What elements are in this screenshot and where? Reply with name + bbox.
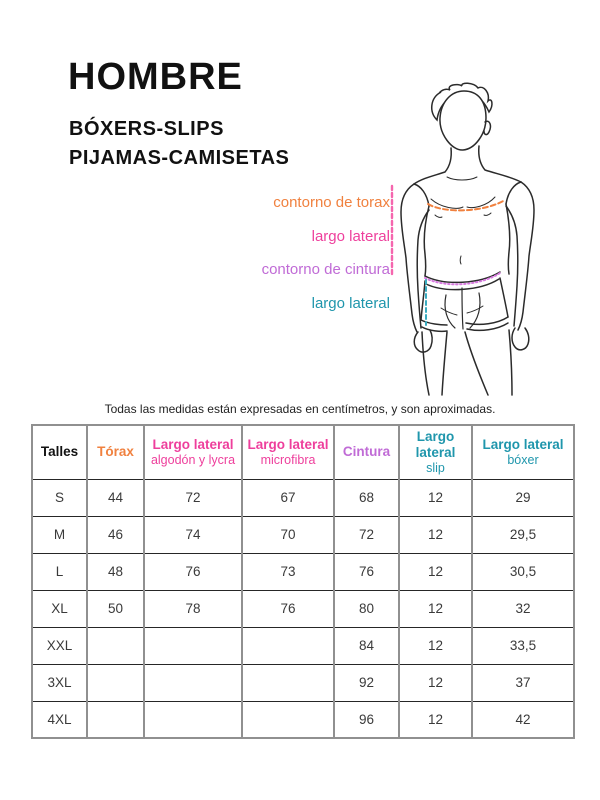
col-header-torax: Tórax [87, 425, 144, 479]
col-header-cintura: Cintura [334, 425, 399, 479]
label-largo-lateral-torso: largo lateral [311, 228, 390, 245]
measure-cell: 73 [242, 553, 334, 590]
measure-cell: 84 [334, 627, 399, 664]
measure-cell: 29 [472, 479, 574, 516]
subtitle-pijamas-camisetas: PIJAMAS-CAMISETAS [69, 147, 290, 169]
measure-cell [242, 664, 334, 701]
measure-cell [242, 701, 334, 738]
measure-cell: 37 [472, 664, 574, 701]
measure-cell [144, 664, 242, 701]
measure-cell: 12 [399, 627, 472, 664]
size-cell: 3XL [32, 664, 87, 701]
page-title: HOMBRE [68, 56, 243, 98]
measure-cell: 74 [144, 516, 242, 553]
measure-cell: 12 [399, 701, 472, 738]
measure-cell: 32 [472, 590, 574, 627]
col-header-largo-slip: Largo lateral slip [399, 425, 472, 479]
label-contorno-de-cintura: contorno de cintura [261, 261, 390, 278]
torax-measure-line [428, 200, 505, 210]
size-cell: L [32, 553, 87, 590]
measure-cell: 46 [87, 516, 144, 553]
measure-cell: 33,5 [472, 627, 574, 664]
col-header-largo-microfibra: Largo lateral microfibra [242, 425, 334, 479]
measure-cell: 96 [334, 701, 399, 738]
label-largo-lateral-boxer: largo lateral [311, 295, 390, 312]
measure-cell: 42 [472, 701, 574, 738]
measure-cell [87, 664, 144, 701]
measure-cell: 78 [144, 590, 242, 627]
table-row-xxl [32, 627, 574, 664]
table-row-4xl [32, 701, 574, 738]
measure-cell: 76 [144, 553, 242, 590]
measure-cell: 30,5 [472, 553, 574, 590]
measure-cell: 67 [242, 479, 334, 516]
measure-cell [87, 701, 144, 738]
measure-cell [144, 627, 242, 664]
measure-cell: 29,5 [472, 516, 574, 553]
measure-cell: 48 [87, 553, 144, 590]
table-header-row [32, 425, 574, 479]
size-table [31, 424, 575, 739]
size-cell: M [32, 516, 87, 553]
measure-cell: 12 [399, 590, 472, 627]
measure-cell: 72 [334, 516, 399, 553]
measure-cell: 92 [334, 664, 399, 701]
measure-cell: 12 [399, 516, 472, 553]
measure-cell [144, 701, 242, 738]
measure-cell: 12 [399, 664, 472, 701]
measure-cell: 76 [242, 590, 334, 627]
table-row-l [32, 553, 574, 590]
measurements-note: Todas las medidas están expresadas en centímetros, y son aproximadas. [104, 402, 496, 416]
measure-cell [242, 627, 334, 664]
label-contorno-de-torax: contorno de torax [273, 194, 390, 211]
table-row-3xl [32, 664, 574, 701]
measure-cell: 70 [242, 516, 334, 553]
size-cell: XL [32, 590, 87, 627]
size-table-body [32, 479, 574, 738]
measure-cell: 76 [334, 553, 399, 590]
col-header-talles: Talles [32, 425, 87, 479]
measure-cell: 80 [334, 590, 399, 627]
measure-cell: 44 [87, 479, 144, 516]
col-header-largo-boxer: Largo lateral bóxer [472, 425, 574, 479]
size-cell: S [32, 479, 87, 516]
size-cell: XXL [32, 627, 87, 664]
col-header-largo-algodon: Largo lateral algodón y lycra [144, 425, 242, 479]
measure-cell: 12 [399, 479, 472, 516]
subtitle-boxers-slips: BÓXERS-SLIPS [69, 118, 224, 140]
size-cell: 4XL [32, 701, 87, 738]
table-row-m [32, 516, 574, 553]
table-row-xl [32, 590, 574, 627]
measure-cell: 68 [334, 479, 399, 516]
measure-cell: 72 [144, 479, 242, 516]
male-figure-illustration [385, 82, 575, 397]
measure-cell: 12 [399, 553, 472, 590]
table-row-s [32, 479, 574, 516]
measure-cell: 50 [87, 590, 144, 627]
measure-cell [87, 627, 144, 664]
